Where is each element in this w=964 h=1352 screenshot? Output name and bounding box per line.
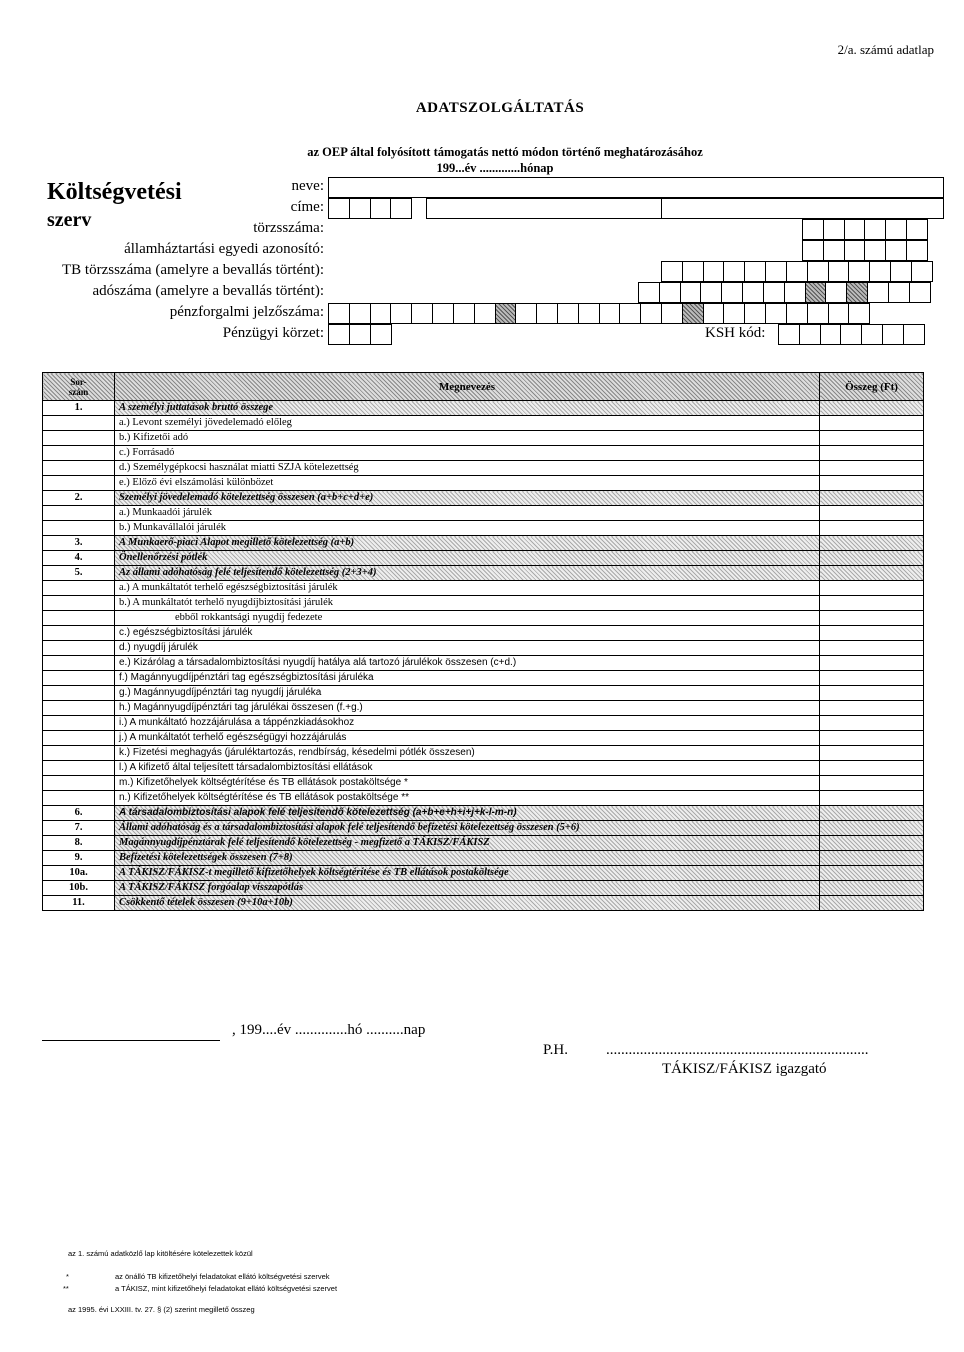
footnote-1: az 1. számú adatközlő lap kitöltésére kötelezettek közül	[68, 1249, 253, 1258]
org-heading-line1: Költségvetési	[47, 179, 182, 205]
table-row	[43, 461, 924, 476]
input-cell[interactable]	[807, 303, 829, 324]
row-amount-cell[interactable]	[820, 461, 924, 476]
row-number	[43, 596, 115, 611]
row-number: 2.	[43, 491, 115, 506]
input-cell[interactable]	[682, 303, 704, 324]
row-amount-cell[interactable]	[820, 416, 924, 431]
row-number	[43, 461, 115, 476]
row-amount-cell[interactable]	[820, 896, 924, 911]
table-row	[43, 596, 924, 611]
table-row	[43, 701, 924, 716]
row-description: A TÁKISZ/FÁKISZ-t megillető kifizetőhelyek költségtérítése és TB ellátások postaköltsége	[115, 866, 820, 881]
row-number	[43, 716, 115, 731]
row-amount-cell[interactable]	[820, 701, 924, 716]
row-description: j.) A munkáltatót terhelő egészségügyi hozzájárulás	[115, 731, 820, 746]
row-amount-cell[interactable]	[820, 776, 924, 791]
row-description: g.) Magánnyugdíjpénztári tag nyugdíj járuléka	[115, 686, 820, 701]
row-description: d.) Személygépkocsi használat miatti SZJA kötelezettség	[115, 461, 820, 476]
row-amount-cell[interactable]	[820, 866, 924, 881]
input-cell[interactable]	[390, 303, 412, 324]
input-cell[interactable]	[882, 324, 904, 345]
table-row	[43, 476, 924, 491]
row-amount-cell[interactable]	[820, 476, 924, 491]
cime-city-field[interactable]	[426, 198, 662, 219]
penzforgalmi-cells[interactable]	[328, 303, 869, 324]
table-row	[43, 806, 924, 821]
neve-field[interactable]	[328, 177, 944, 198]
input-cell[interactable]	[864, 219, 886, 240]
table-row	[43, 836, 924, 851]
row-amount-cell[interactable]	[820, 626, 924, 641]
row-amount-cell[interactable]	[820, 791, 924, 806]
input-cell[interactable]	[805, 282, 827, 303]
input-cell[interactable]	[840, 324, 862, 345]
input-cell[interactable]	[844, 219, 866, 240]
row-description: Állami adóhatóság és a társadalombiztosítási alapok felé teljesítendő befizetési kötelezettség összesen (5+6)	[115, 821, 820, 836]
row-number	[43, 701, 115, 716]
input-cell[interactable]	[703, 303, 725, 324]
table-row	[43, 536, 924, 551]
row-number	[43, 641, 115, 656]
row-description: A személyi juttatások bruttó összege	[115, 401, 820, 416]
input-cell[interactable]	[844, 240, 866, 261]
input-cell[interactable]	[802, 240, 824, 261]
input-cell[interactable]	[903, 324, 925, 345]
table-row	[43, 566, 924, 581]
row-description: A társadalombiztosítási alapok felé teljesítendő kötelezettség (a+b+e+h+i+j+k-l-m-n)	[115, 806, 820, 821]
row-number	[43, 416, 115, 431]
row-number: 11.	[43, 896, 115, 911]
header-num: Sor- szám	[43, 373, 115, 401]
input-cell[interactable]	[864, 240, 886, 261]
input-cell[interactable]	[825, 282, 847, 303]
input-cell[interactable]	[328, 198, 350, 219]
table-row	[43, 491, 924, 506]
input-cell[interactable]	[778, 324, 800, 345]
table-row	[43, 746, 924, 761]
input-cell[interactable]	[723, 261, 745, 282]
table-row	[43, 821, 924, 836]
table-row	[43, 581, 924, 596]
input-cell[interactable]	[432, 303, 454, 324]
table-row	[43, 626, 924, 641]
table-row	[43, 896, 924, 911]
cime-code-cells[interactable]	[328, 198, 411, 219]
row-number: 6.	[43, 806, 115, 821]
input-cell[interactable]	[786, 261, 808, 282]
row-number: 8.	[43, 836, 115, 851]
row-amount-cell[interactable]	[820, 881, 924, 896]
input-cell[interactable]	[578, 303, 600, 324]
footnote-star2: a TÁKISZ, mint kifizetőhelyi feladatokat ellátó költségvetési szervet	[115, 1284, 338, 1293]
table-row	[43, 851, 924, 866]
row-description: Magánnyugdíjpénztárak felé teljesítendő kötelezettség - megfizető a TÁKISZ/FÁKISZ	[115, 836, 820, 851]
table-row	[43, 731, 924, 746]
input-cell[interactable]	[802, 219, 824, 240]
row-description: e.) Előző évi elszámolási különbözet	[115, 476, 820, 491]
input-cell[interactable]	[828, 303, 850, 324]
input-cell[interactable]	[370, 303, 392, 324]
input-cell[interactable]	[765, 261, 787, 282]
row-description: Az állami adóhatóság felé teljesítendő kötelezettség (2+3+4)	[115, 566, 820, 581]
label-ksh: KSH kód:	[705, 325, 766, 341]
row-amount-cell[interactable]	[820, 491, 924, 506]
row-description: A Munkaerő-piaci Alapot megillető kötelezettség (a+b)	[115, 536, 820, 551]
input-cell[interactable]	[495, 303, 517, 324]
adoszama-cells[interactable]	[638, 282, 929, 303]
label-korzet: Pénzügyi körzet:	[222, 325, 324, 341]
input-cell[interactable]	[411, 303, 433, 324]
input-cell[interactable]	[370, 324, 392, 345]
footnote-star1: az önálló TB kifizetőhelyi feladatokat ellátó költségvetési szervek	[115, 1272, 330, 1281]
row-amount-cell[interactable]	[820, 611, 924, 626]
row-number	[43, 506, 115, 521]
input-cell[interactable]	[742, 282, 764, 303]
row-description: Befizetési kötelezettségek összesen (7+8)	[115, 851, 820, 866]
input-cell[interactable]	[680, 282, 702, 303]
row-description: a.) Munkaadói járulék	[115, 506, 820, 521]
table-row	[43, 641, 924, 656]
row-amount-cell[interactable]	[820, 566, 924, 581]
input-cell[interactable]	[848, 261, 870, 282]
input-cell[interactable]	[885, 240, 907, 261]
input-cell[interactable]	[453, 303, 475, 324]
row-number	[43, 761, 115, 776]
row-description: b.) A munkáltatót terhelő nyugdíjbiztosítási járulék	[115, 596, 820, 611]
row-amount-cell[interactable]	[820, 521, 924, 536]
label-penzforgalmi: pénzforgalmi jelzőszáma:	[169, 304, 324, 320]
table-row	[43, 716, 924, 731]
input-cell[interactable]	[700, 282, 722, 303]
input-cell[interactable]	[888, 282, 910, 303]
row-number	[43, 581, 115, 596]
row-amount-cell[interactable]	[820, 806, 924, 821]
tb-cells[interactable]	[661, 261, 932, 282]
input-cell[interactable]	[820, 324, 842, 345]
row-number: 5.	[43, 566, 115, 581]
input-cell[interactable]	[619, 303, 641, 324]
input-cell[interactable]	[723, 303, 745, 324]
input-cell[interactable]	[784, 282, 806, 303]
table-row	[43, 521, 924, 536]
period-line: 199...év .............hónap	[436, 161, 554, 175]
label-cime: címe:	[290, 199, 324, 215]
org-heading	[47, 178, 182, 234]
row-number	[43, 446, 115, 461]
input-cell[interactable]	[557, 303, 579, 324]
row-number	[43, 626, 115, 641]
row-number	[43, 686, 115, 701]
row-number	[43, 746, 115, 761]
input-cell[interactable]	[799, 324, 821, 345]
input-cell[interactable]	[869, 261, 891, 282]
row-amount-cell[interactable]	[820, 536, 924, 551]
input-cell[interactable]	[846, 282, 868, 303]
input-cell[interactable]	[536, 303, 558, 324]
row-amount-cell[interactable]	[820, 761, 924, 776]
row-amount-cell[interactable]	[820, 551, 924, 566]
label-neve: neve:	[291, 178, 324, 194]
row-description: ebből rokkantsági nyugdíj fedezete	[115, 611, 820, 626]
row-description: f.) Magánnyugdíjpénztári tag egészségbiztosítási járuléka	[115, 671, 820, 686]
input-cell[interactable]	[885, 219, 907, 240]
table-row	[43, 866, 924, 881]
row-description: h.) Magánnyugdíjpénztári tag járulékai összesen (f.+g.)	[115, 701, 820, 716]
row-amount-cell[interactable]	[820, 596, 924, 611]
row-number	[43, 521, 115, 536]
footnote-2: az 1995. évi LXXIII. tv. 27. § (2) szerint megillető összeg	[68, 1305, 255, 1314]
row-amount-cell[interactable]	[820, 716, 924, 731]
data-table	[42, 372, 924, 911]
row-number	[43, 431, 115, 446]
row-amount-cell[interactable]	[820, 851, 924, 866]
date-line: , 199....év ..............hó ..........nap	[232, 1022, 426, 1038]
row-description: Személyi jövedelemadó kötelezettség összesen (a+b+c+d+e)	[115, 491, 820, 506]
page-subtitle: az OEP által folyósított támogatás nettó módon történő meghatározásához	[307, 145, 703, 159]
input-cell[interactable]	[349, 324, 371, 345]
input-cell[interactable]	[328, 324, 350, 345]
input-cell[interactable]	[786, 303, 808, 324]
row-description: A TÁKISZ/FÁKISZ forgóalap visszapótlás	[115, 881, 820, 896]
table-row	[43, 401, 924, 416]
header-desc: Megnevezés	[115, 373, 820, 401]
table-header-row	[43, 373, 924, 401]
row-number	[43, 476, 115, 491]
row-amount-cell[interactable]	[820, 641, 924, 656]
row-number	[43, 776, 115, 791]
input-cell[interactable]	[906, 219, 928, 240]
row-description: a.) Levont személyi jövedelemadó előleg	[115, 416, 820, 431]
row-number	[43, 671, 115, 686]
input-cell[interactable]	[640, 303, 662, 324]
row-description: l.) A kifizető által teljesített társadalombiztosítási ellátások	[115, 761, 820, 776]
label-torzsszama: törzsszáma:	[253, 220, 324, 236]
table-row	[43, 431, 924, 446]
row-number: 9.	[43, 851, 115, 866]
stamp-label: P.H.	[543, 1042, 569, 1058]
row-amount-cell[interactable]	[820, 746, 924, 761]
row-number: 10a.	[43, 866, 115, 881]
row-amount-cell[interactable]	[820, 506, 924, 521]
row-description: i.) A munkáltató hozzájárulása a táppénzkiadásokhoz	[115, 716, 820, 731]
row-number: 7.	[43, 821, 115, 836]
input-cell[interactable]	[661, 303, 683, 324]
row-description: c.) Forrásadó	[115, 446, 820, 461]
row-description: n.) Kifizetőhelyek költségtérítése és TB ellátások postaköltsége **	[115, 791, 820, 806]
input-cell[interactable]	[848, 303, 870, 324]
input-cell[interactable]	[349, 303, 371, 324]
row-description: e.) Kizárólag a társadalombiztosítási nyugdíj hatálya alá tartozó járulékok összesen (c+d.)	[115, 656, 820, 671]
table-row	[43, 881, 924, 896]
row-number: 10b.	[43, 881, 115, 896]
table-row	[43, 446, 924, 461]
input-cell[interactable]	[390, 198, 412, 219]
table-row	[43, 686, 924, 701]
row-number: 3.	[43, 536, 115, 551]
azonosito-cells[interactable]	[802, 240, 927, 261]
row-description: m.) Kifizetőhelyek költségtérítése és TB ellátások postaköltsége *	[115, 776, 820, 791]
input-cell[interactable]	[807, 261, 829, 282]
ksh-cells[interactable]	[778, 324, 924, 345]
korzet-cells[interactable]	[328, 324, 390, 345]
input-cell[interactable]	[638, 282, 660, 303]
row-number	[43, 731, 115, 746]
row-amount-cell[interactable]	[820, 431, 924, 446]
input-cell[interactable]	[682, 261, 704, 282]
torzsszama-cells[interactable]	[802, 219, 927, 240]
table-row	[43, 551, 924, 566]
input-cell[interactable]	[474, 303, 496, 324]
row-amount-cell[interactable]	[820, 401, 924, 416]
row-description: Önellenőrzési pótlék	[115, 551, 820, 566]
table-row	[43, 656, 924, 671]
input-cell[interactable]	[659, 282, 681, 303]
row-amount-cell[interactable]	[820, 821, 924, 836]
director-label: TÁKISZ/FÁKISZ igazgató	[662, 1061, 827, 1077]
input-cell[interactable]	[911, 261, 933, 282]
row-amount-cell[interactable]	[820, 686, 924, 701]
table-row	[43, 506, 924, 521]
row-number: 1.	[43, 401, 115, 416]
table-row	[43, 761, 924, 776]
table-row	[43, 671, 924, 686]
row-amount-cell[interactable]	[820, 731, 924, 746]
table-row	[43, 776, 924, 791]
row-amount-cell[interactable]	[820, 446, 924, 461]
row-description: Csökkentő tételek összesen (9+10a+10b)	[115, 896, 820, 911]
label-adoszama: adószáma (amelyre a bevallás történt):	[92, 283, 324, 299]
row-amount-cell[interactable]	[820, 656, 924, 671]
input-cell[interactable]	[765, 303, 787, 324]
row-number	[43, 791, 115, 806]
row-description: a.) A munkáltatót terhelő egészségbiztosítási járulék	[115, 581, 820, 596]
input-cell[interactable]	[744, 261, 766, 282]
input-cell[interactable]	[744, 303, 766, 324]
org-heading-line2: szerv	[47, 209, 92, 231]
table-row	[43, 416, 924, 431]
label-azonosito: államháztartási egyedi azonosító:	[124, 241, 324, 257]
header-amount: Összeg (Ft)	[820, 373, 924, 401]
input-cell[interactable]	[828, 261, 850, 282]
row-number	[43, 656, 115, 671]
input-cell[interactable]	[661, 261, 683, 282]
input-cell[interactable]	[763, 282, 785, 303]
input-cell[interactable]	[370, 198, 392, 219]
input-cell[interactable]	[823, 240, 845, 261]
page-title: ADATSZOLGÁLTATÁS	[415, 100, 585, 116]
document-id: 2/a. számú adatlap	[837, 42, 934, 57]
table-row	[43, 611, 924, 626]
row-amount-cell[interactable]	[820, 836, 924, 851]
input-cell[interactable]	[515, 303, 537, 324]
footnote-star2-mark: **	[63, 1284, 69, 1293]
row-amount-cell[interactable]	[820, 671, 924, 686]
row-description: b.) Munkavállalói járulék	[115, 521, 820, 536]
cime-street-field[interactable]	[661, 198, 944, 219]
row-description: c.) egészségbiztosítási járulék	[115, 626, 820, 641]
place-line[interactable]	[42, 1040, 220, 1041]
input-cell[interactable]	[890, 261, 912, 282]
input-cell[interactable]	[721, 282, 743, 303]
input-cell[interactable]	[328, 303, 350, 324]
row-amount-cell[interactable]	[820, 581, 924, 596]
row-number	[43, 611, 115, 626]
label-tb: TB törzsszáma (amelyre a bevallás történt):	[62, 262, 324, 278]
input-cell[interactable]	[349, 198, 371, 219]
input-cell[interactable]	[909, 282, 931, 303]
signature-dots[interactable]: ......................................................................	[606, 1042, 869, 1058]
footnote-star1-mark: *	[66, 1272, 69, 1281]
row-description: b.) Kifizetői adó	[115, 431, 820, 446]
input-cell[interactable]	[867, 282, 889, 303]
input-cell[interactable]	[703, 261, 725, 282]
row-description: d.) nyugdíj járulék	[115, 641, 820, 656]
table-row	[43, 791, 924, 806]
row-description: k.) Fizetési meghagyás (járuléktartozás, rendbírság, késedelmi pótlék összesen)	[115, 746, 820, 761]
input-cell[interactable]	[823, 219, 845, 240]
input-cell[interactable]	[906, 240, 928, 261]
input-cell[interactable]	[599, 303, 621, 324]
row-number: 4.	[43, 551, 115, 566]
input-cell[interactable]	[861, 324, 883, 345]
